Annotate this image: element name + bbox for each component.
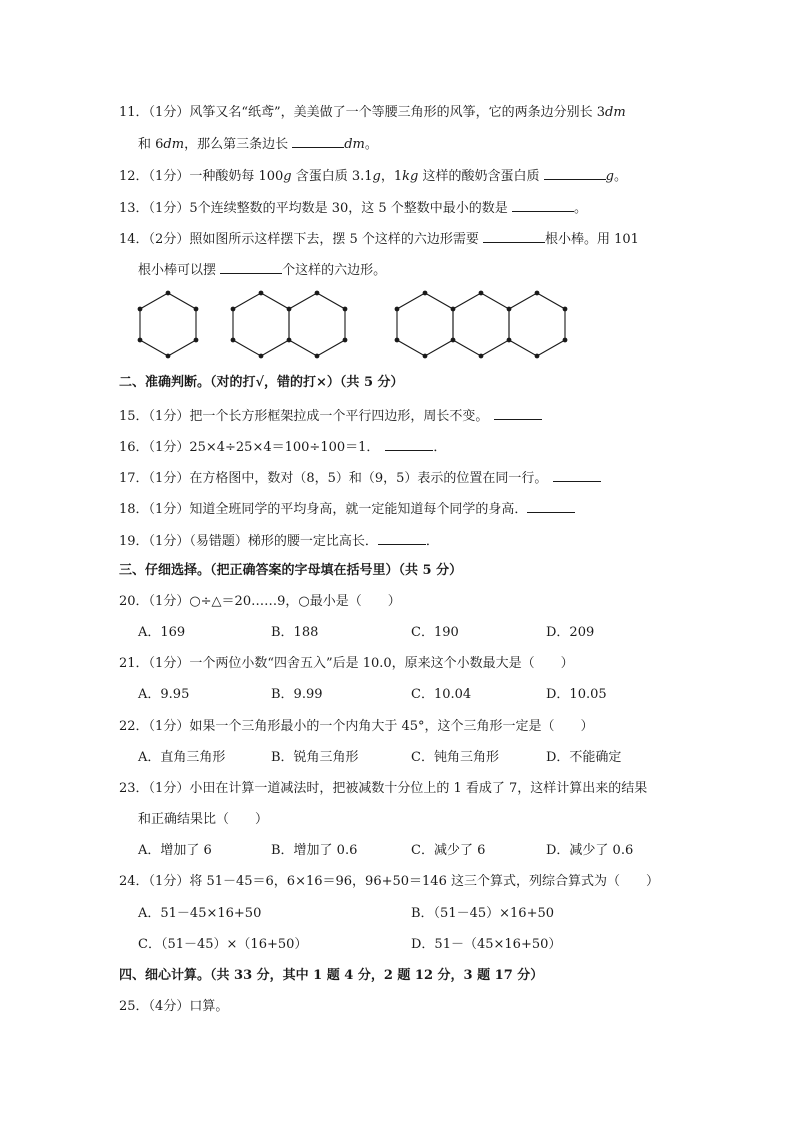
answer-blank[interactable]	[527, 500, 575, 513]
option-d[interactable]: D．不能确定	[546, 750, 622, 765]
answer-blank[interactable]	[494, 407, 542, 420]
option-c[interactable]: C．减少了 6	[411, 843, 486, 858]
hexagon-2a	[233, 293, 289, 356]
hexagon-vertices	[138, 291, 568, 359]
option-a[interactable]: A．直角三角形	[138, 750, 226, 765]
option-b[interactable]: B．锐角三角形	[271, 750, 359, 765]
question-24: 24．（1分）将 51－45＝6，6×16＝96，96+50＝146 这三个算式，列综合算式为（ ）	[119, 874, 659, 889]
question-11-line2: 和 6dm，那么第三条边长 dm。	[138, 137, 378, 152]
question-16: 16．（1分）25×4÷25×4＝100÷100＝1． ．	[119, 440, 447, 455]
option-d[interactable]: D．209	[546, 625, 595, 640]
hexagon-1	[140, 293, 196, 356]
option-a[interactable]: A．169	[138, 625, 186, 640]
question-17: 17．（1分）在方格图中，数对（8，5）和（9，5）表示的位置在同一行。	[119, 469, 601, 487]
answer-blank[interactable]	[378, 532, 426, 545]
option-c[interactable]: C．（51－45）×（16+50）	[138, 937, 308, 952]
question-13: 13．（1分）5个连续整数的平均数是 30，这 5 个整数中最小的数是 。	[119, 201, 587, 216]
question-23-line1: 23．（1分）小田在计算一道减法时，把被减数十分位上的 1 看成了 7，这样计算出来的结果	[119, 781, 648, 796]
option-c[interactable]: C．10.04	[411, 687, 472, 702]
option-a[interactable]: A．增加了 6	[138, 843, 212, 858]
question-19: 19．（1分）（易错题）梯形的腰一定比高长． ．	[119, 534, 439, 549]
question-14-line1: 14．（2分）照如图所示这样摆下去，摆 5 个这样的六边形需要 根小棒。用 101	[119, 232, 639, 247]
option-b[interactable]: B．188	[271, 625, 319, 640]
option-a[interactable]: A．51－45×16+50	[138, 906, 262, 921]
question-18: 18．（1分）知道全班同学的平均身高，就一定能知道每个同学的身高．	[119, 500, 575, 518]
hexagon-3b	[453, 293, 509, 356]
answer-blank[interactable]	[553, 469, 601, 482]
question-22: 22．（1分）如果一个三角形最小的一个内角大于 45°，这个三角形一定是（ ）	[119, 719, 594, 734]
question-20: 20．（1分）○÷△＝20……9，○最小是（ ）	[119, 594, 401, 609]
option-d[interactable]: D．51－（45×16+50）	[411, 937, 562, 952]
section-2-heading: 二、准确判断。（对的打√，错的打×）（共 5 分）	[119, 375, 404, 390]
option-b[interactable]: B．（51－45）×16+50	[411, 906, 555, 921]
question-12: 12．（1分）一种酸奶每 100g 含蛋白质 3.1g，1kg 这样的酸奶含蛋白质 g。	[119, 169, 627, 184]
question-11-line1: 11．（1分）风筝又名“纸鸢”，美美做了一个等腰三角形的风筝，它的两条边分别长 3dm	[119, 105, 626, 120]
option-b[interactable]: B．9.99	[271, 687, 323, 702]
question-14-line2: 根小棒可以摆 个这样的六边形。	[138, 263, 387, 278]
question-21: 21．（1分）一个两位小数“四舍五入”后是 10.0，原来这个小数最大是（ ）	[119, 656, 574, 671]
question-25: 25．（4分）口算。	[119, 999, 229, 1014]
option-b[interactable]: B．增加了 0.6	[271, 843, 358, 858]
option-c[interactable]: C．190	[411, 625, 459, 640]
section-3-heading: 三、仔细选择。（把正确答案的字母填在括号里）（共 5 分）	[119, 563, 463, 578]
section-4-heading: 四、细心计算。（共 33 分，其中 1 题 4 分，2 题 12 分，3 题 17 分）	[119, 968, 544, 983]
option-d[interactable]: D．减少了 0.6	[546, 843, 634, 858]
question-15: 15．（1分）把一个长方形框架拉成一个平行四边形，周长不变。	[119, 407, 542, 425]
option-d[interactable]: D．10.05	[546, 687, 607, 702]
hexagon-3c	[509, 293, 565, 356]
hexagon-3a	[397, 293, 453, 356]
answer-blank[interactable]	[385, 438, 433, 451]
option-c[interactable]: C．钝角三角形	[411, 750, 499, 765]
option-a[interactable]: A．9.95	[138, 687, 190, 702]
question-23-line2: 和正确结果比（ ）	[138, 812, 269, 827]
hexagon-2b	[289, 293, 345, 356]
